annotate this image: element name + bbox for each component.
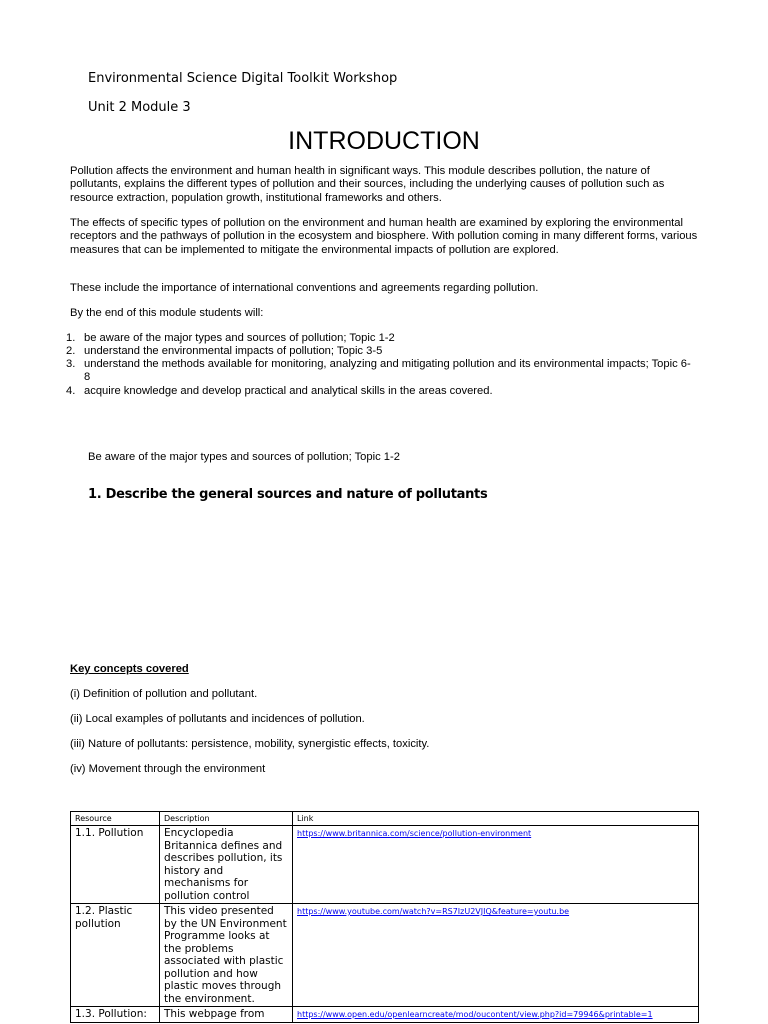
table-row (71, 826, 699, 904)
list-number: 4. (66, 385, 76, 397)
resources-table (70, 811, 699, 1023)
intro-paragraph: These include the importance of international conventions and agreements regarding pollution. (70, 282, 539, 294)
table-row (71, 904, 699, 1007)
resource-link[interactable]: https://www.youtube.com/watch?v=RS7IzU2VJIQ&feature=youtu.be (297, 907, 570, 916)
resource-cell: 1.1. Pollution (71, 826, 160, 904)
key-concept-item: (iii) Nature of pollutants: persistence, mobility, synergistic effects, toxicity. (70, 738, 430, 750)
resource-cell: 1.3. Pollution: (71, 1007, 160, 1023)
resource-link[interactable]: https://www.open.edu/openlearncreate/mod/oucontent/view.php?id=79946&printable=1 (297, 1010, 653, 1019)
introduction-heading: INTRODUCTION (288, 127, 480, 155)
description-cell: This webpage from (160, 1007, 293, 1023)
objective-text: be aware of the major types and sources of pollution; Topic 1-2 (84, 332, 395, 344)
intro-paragraph: The effects of specific types of pollution on the environment and human health are examined by exploring the environmental receptors and the pathways of pollution in the ecosystem and biosphere. With pollution coming in many different forms, various measures that can be implemented to mitigate the environmental impacts of pollution are explored. (70, 217, 698, 256)
list-number: 3. (66, 358, 76, 370)
link-cell (293, 826, 699, 904)
topic-subheading: Be aware of the major types and sources of pollution; Topic 1-2 (88, 451, 400, 463)
table-row (71, 1007, 699, 1023)
list-number: 1. (66, 332, 76, 344)
objective-text: understand the methods available for monitoring, analyzing and mitigating pollution and its environmental impacts; Topic 6-8 (84, 358, 691, 384)
key-concept-item: (i) Definition of pollution and pollutant. (70, 688, 258, 700)
key-concept-item: (ii) Local examples of pollutants and incidences of pollution. (70, 713, 365, 725)
objective-text: acquire knowledge and develop practical and analytical skills in the areas covered. (84, 385, 493, 397)
column-header-description: Description (160, 812, 293, 826)
table-header-row (71, 812, 699, 826)
description-cell: Encyclopedia Britannica defines and describes pollution, its history and mechanisms for pollution control (160, 826, 293, 904)
key-concepts-title: Key concepts covered (70, 663, 189, 675)
key-concept-item: (iv) Movement through the environment (70, 763, 266, 775)
objective-text: understand the environmental impacts of pollution; Topic 3-5 (84, 345, 383, 357)
section-heading: 1. Describe the general sources and nature of pollutants (88, 487, 488, 502)
description-cell: This video presented by the UN Environment Programme looks at the problems associated with plastic pollution and how plastic moves through the environment. (160, 904, 293, 1007)
resource-cell: 1.2. Plastic pollution (71, 904, 160, 1007)
intro-paragraph: Pollution affects the environment and human health in significant ways. This module describes pollution, the nature of pollutants, explains the different types of pollution and their sources, including the underlying causes of pollution such as resource extraction, population growth, institutional frameworks and others. (70, 165, 665, 204)
unit-module-label: Unit 2 Module 3 (88, 100, 191, 115)
link-cell (293, 1007, 699, 1023)
resource-link[interactable]: https://www.britannica.com/science/pollution-environment (297, 829, 532, 838)
column-header-resource: Resource (71, 812, 160, 826)
list-number: 2. (66, 345, 76, 357)
column-header-link: Link (293, 812, 699, 826)
intro-paragraph: By the end of this module students will: (70, 307, 264, 319)
link-cell (293, 904, 699, 1007)
workshop-title: Environmental Science Digital Toolkit Workshop (88, 71, 398, 86)
